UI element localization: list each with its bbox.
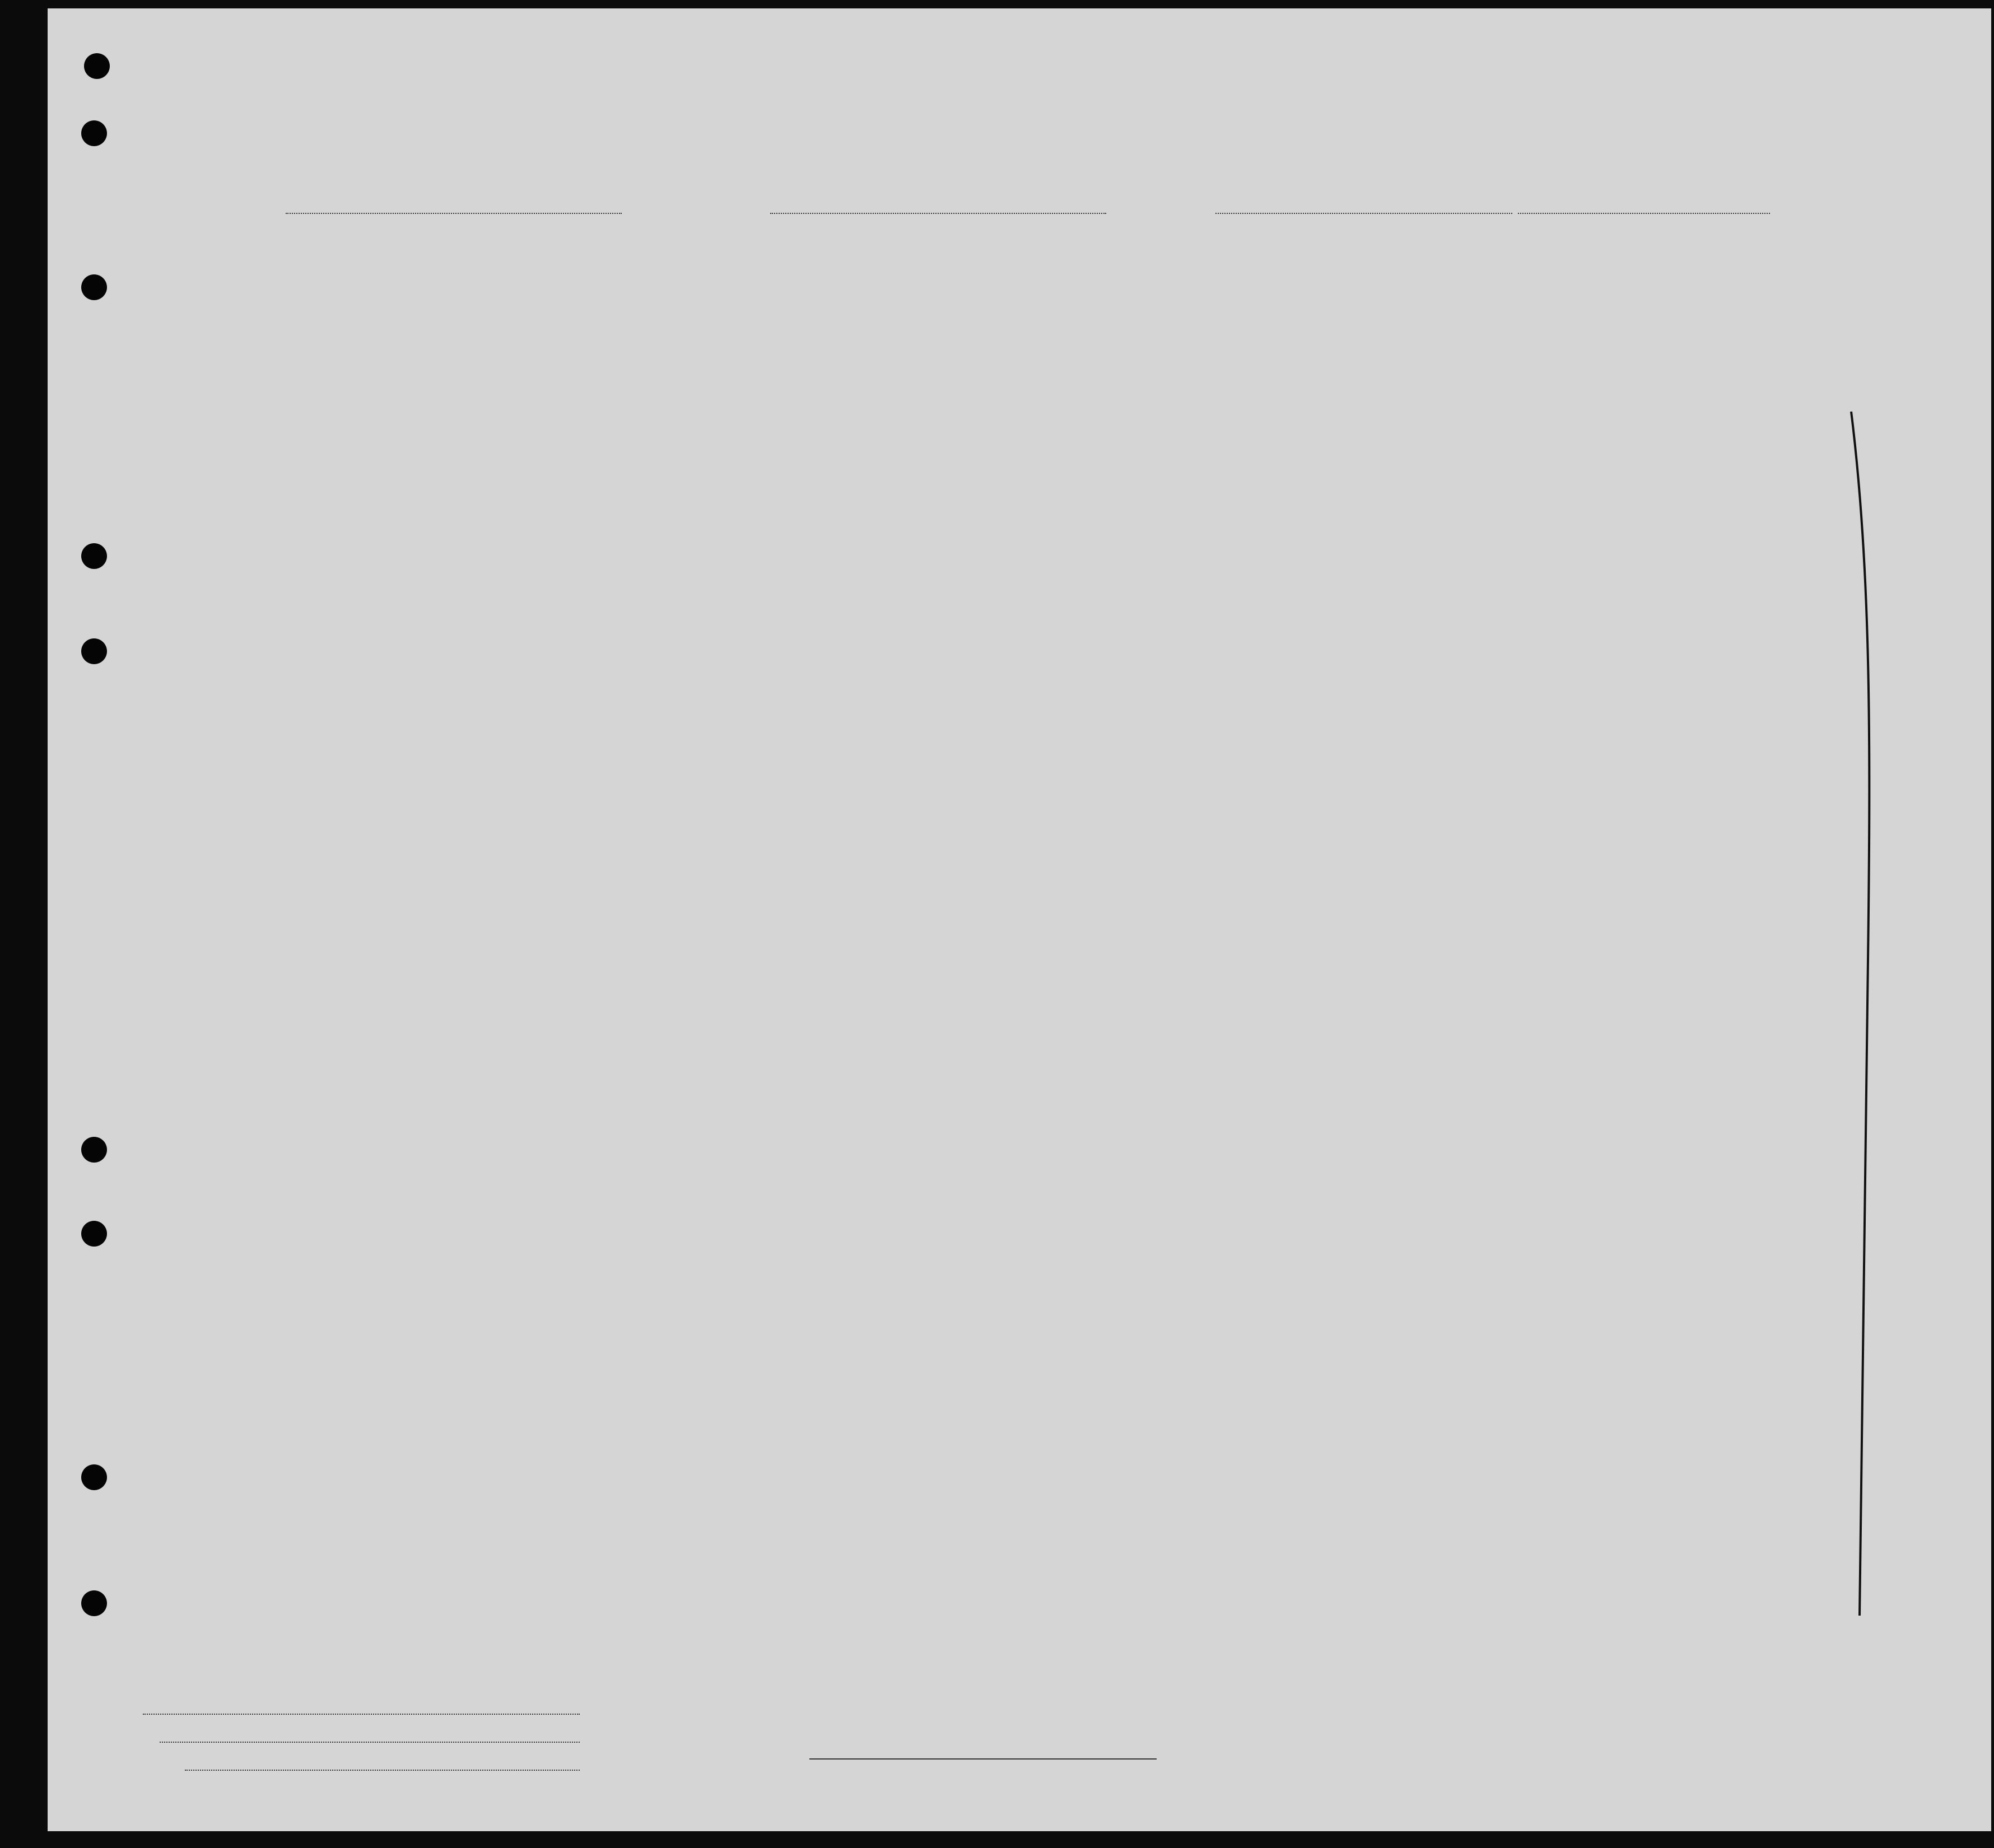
header-nationality (1269, 277, 1376, 316)
header-remarks (1607, 259, 1803, 282)
header-crew-last-voyage (152, 258, 213, 353)
header-no-on-list (118, 274, 151, 347)
binder-hole (84, 53, 110, 79)
binder-hole (81, 120, 107, 146)
header-action (1805, 265, 1934, 298)
header-when (807, 302, 896, 336)
header-family-name (214, 308, 407, 339)
binder-hole (81, 1590, 107, 1616)
header-where (897, 302, 981, 336)
binder-hole (81, 638, 107, 664)
binder-hole (81, 543, 107, 569)
header-age (1084, 277, 1120, 316)
action-bracket-line (1840, 400, 1885, 1632)
manifest-sheet (48, 8, 1991, 1831)
binder-hole (81, 1221, 107, 1247)
header-sex (1121, 277, 1161, 316)
header-weight (1431, 277, 1490, 316)
header-physical-marks (1491, 266, 1606, 333)
header-discharged (984, 258, 1031, 347)
binder-hole (81, 1137, 107, 1163)
header-remarks-note (1609, 280, 1802, 330)
header-able-read (1032, 266, 1083, 333)
header-height (1377, 277, 1430, 316)
header-shipped-engaged (807, 260, 980, 300)
header-name-in-full (214, 266, 640, 300)
binder-hole (81, 274, 107, 300)
header-position (678, 266, 804, 333)
header-length-service (592, 263, 676, 347)
header-race (1162, 277, 1268, 316)
binder-hole (81, 1464, 107, 1490)
header-action-note (1805, 297, 1934, 328)
